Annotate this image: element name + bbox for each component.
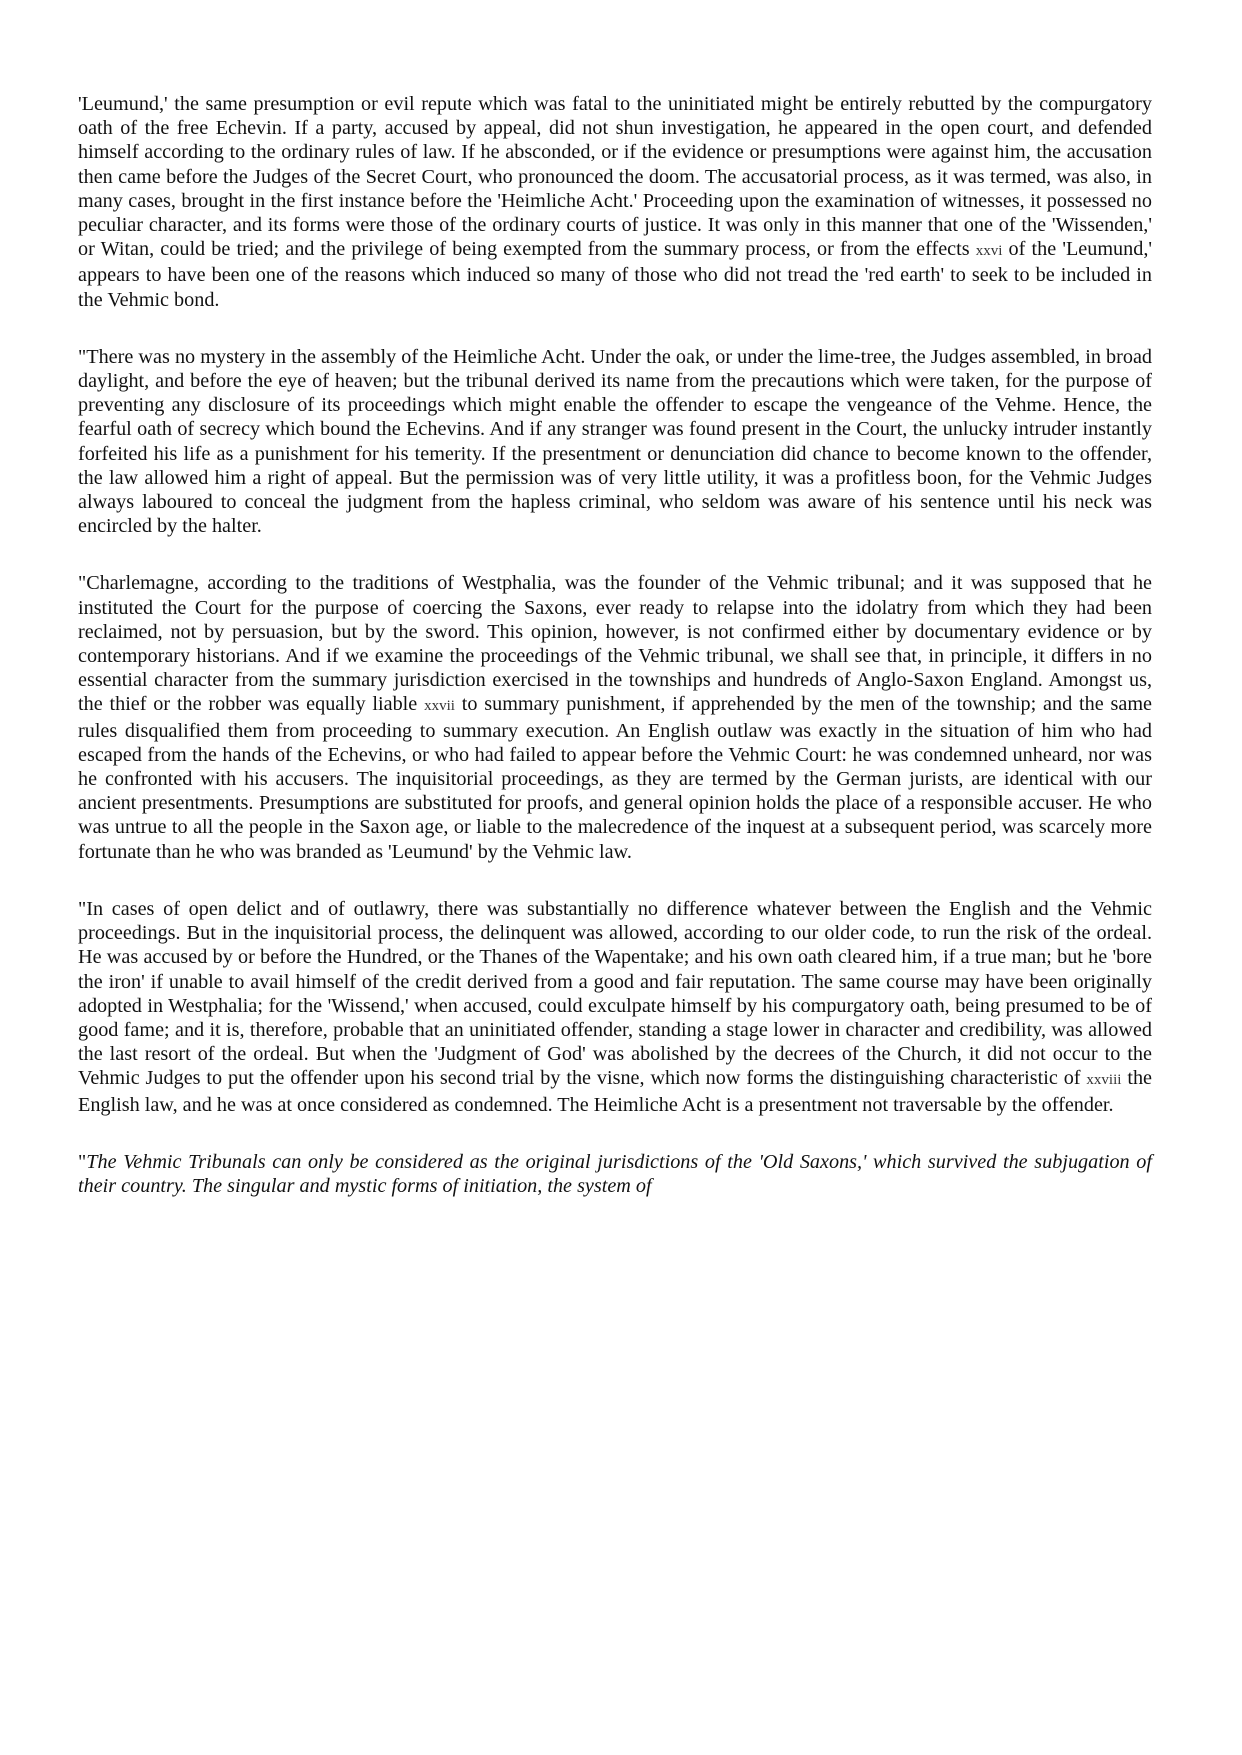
paragraph-text: the English law, and he was at once considered as condemned. The Heimliche Acht is a presentment not traversable by the offender. — [78, 1067, 1152, 1116]
paragraph-charlemagne — [78, 571, 1152, 863]
opening-quote: " — [78, 1150, 87, 1173]
paragraph-text: of the 'Leumund,' appears to have been one of the reasons which induced so many of those who did not tread the 'red earth' to seek to be included in the Vehmic bond. — [78, 238, 1153, 311]
paragraph-leumund — [78, 92, 1152, 312]
paragraph-text: 'Leumund,' the same presumption or evil repute which was fatal to the uninitiated might be entirely rebutted by the compurgatory oath of the free Echevin. If a party, accused by appeal, did not shun investigation, he appeared in the open court, and defended himself according to the ordinary rules of law. If he absconded, or if the evidence or presumptions were against him, the accusation then came before the Judges of the Secret Court, who pronounced the doom. The accusatorial process, as it was termed, was also, in many cases, brought in the first instance before the 'Heimliche Acht.' Proceeding upon the examination of witnesses, it possessed no peculiar character, and its forms were those of the ordinary courts of justice. It was only in this manner that one of the 'Wissenden,' or Witan, could be tried; and the privilege of being exempted from the summary process, or from the effects — [78, 93, 1152, 261]
paragraph-text: "There was no mystery in the assembly of the Heimliche Acht. Under the oak, or under the lime-tree, the Judges assembled, in broad daylight, and before the eye of heaven; but the tribunal derived its name from the precautions which were taken, for the purpose of preventing any disclosure of its proceedings which might enable the offender to escape the vengeance of the Vehme. Hence, the fearful oath of secrecy which bound the Echevins. And if any stranger was found present in the Court, the unlucky intruder instantly forfeited his life as a punishment for his temerity. If the presentment or denunciation did chance to become known to the offender, the law allowed him a right of appeal. But the permission was of very little utility, it was a profitless boon, for the Vehmic Judges always laboured to conceal the judgment from the hapless criminal, who seldom was aware of his sentence until his neck was encircled by the halter. — [78, 345, 1152, 538]
page-number-marker: xxvii — [424, 698, 455, 715]
paragraph-heimliche-acht — [78, 345, 1152, 539]
page-number-marker: xxviii — [1086, 1072, 1122, 1089]
paragraph-text: to summary punishment, if apprehended by the men of the township; and the same rules disqualified them from proceeding to summary execution. An English outlaw was exactly in the situation of him who had escaped from the hands of the Echevins, or who had failed to appear before the Vehmic Court: he was condemned unheard, nor was he confronted with his accusers. The inquisitorial proceedings, as they are termed by the German jurists, are identical with our ancient presentments. Presumptions are substituted for proofs, and general opinion holds the place of a responsible accuser. He who was untrue to all the people in the Saxon age, or liable to the malecredence of the inquest at a subsequent period, was scarcely more fortunate than he who was branded as 'Leumund' by the Vehmic law. — [78, 693, 1152, 863]
paragraph-text: "In cases of open delict and of outlawry, there was substantially no difference whatever between the English and the Vehmic proceedings. But in the inquisitorial process, the delinquent was allowed, according to our older code, to run the risk of the ordeal. He was accused by or before the Hundred, or the Thanes of the Wapentake; and his own oath cleared him, if a true man; but he 'bore the iron' if unable to avail himself of the credit derived from a good and fair reputation. The same course may have been originally adopted in Westphalia; for the 'Wissend,' when accused, could exculpate himself by his compurgatory oath, being presumed to be of good fame; and it is, therefore, probable that an uninitiated offender, standing a stage lower in character and credibility, was allowed the last resort of the ordeal. But when the 'Judgment of God' was abolished by the decrees of the Church, it did not occur to the Vehmic Judges to put the offender upon his second trial by the visne, which now forms the distinguishing characteristic of — [78, 897, 1152, 1090]
paragraph-vehmic-tribunals — [78, 1150, 1152, 1198]
italic-quotation-text: The Vehmic Tribunals can only be considered as the original jurisdictions of the 'Old Saxons,' which survived the subjugation of their country. The singular and mystic forms of initiation, the system of — [78, 1150, 1152, 1197]
page-number-marker: xxvi — [975, 243, 1003, 260]
document-page — [78, 92, 1152, 1198]
paragraph-open-delict — [78, 897, 1152, 1117]
paragraph-text: "Charlemagne, according to the traditions of Westphalia, was the founder of the Vehmic tribunal; and it was supposed that he instituted the Court for the purpose of coercing the Saxons, ever ready to relapse into the idolatry from which they had been reclaimed, not by persuasion, but by the sword. This opinion, however, is not confirmed either by documentary evidence or by contemporary historians. And if we examine the proceedings of the Vehmic tribunal, we shall see that, in principle, it differs in no essential character from the summary jurisdiction exercised in the townships and hundreds of Anglo-Saxon England. Amongst us, the thief or the robber was equally liable — [78, 572, 1152, 716]
